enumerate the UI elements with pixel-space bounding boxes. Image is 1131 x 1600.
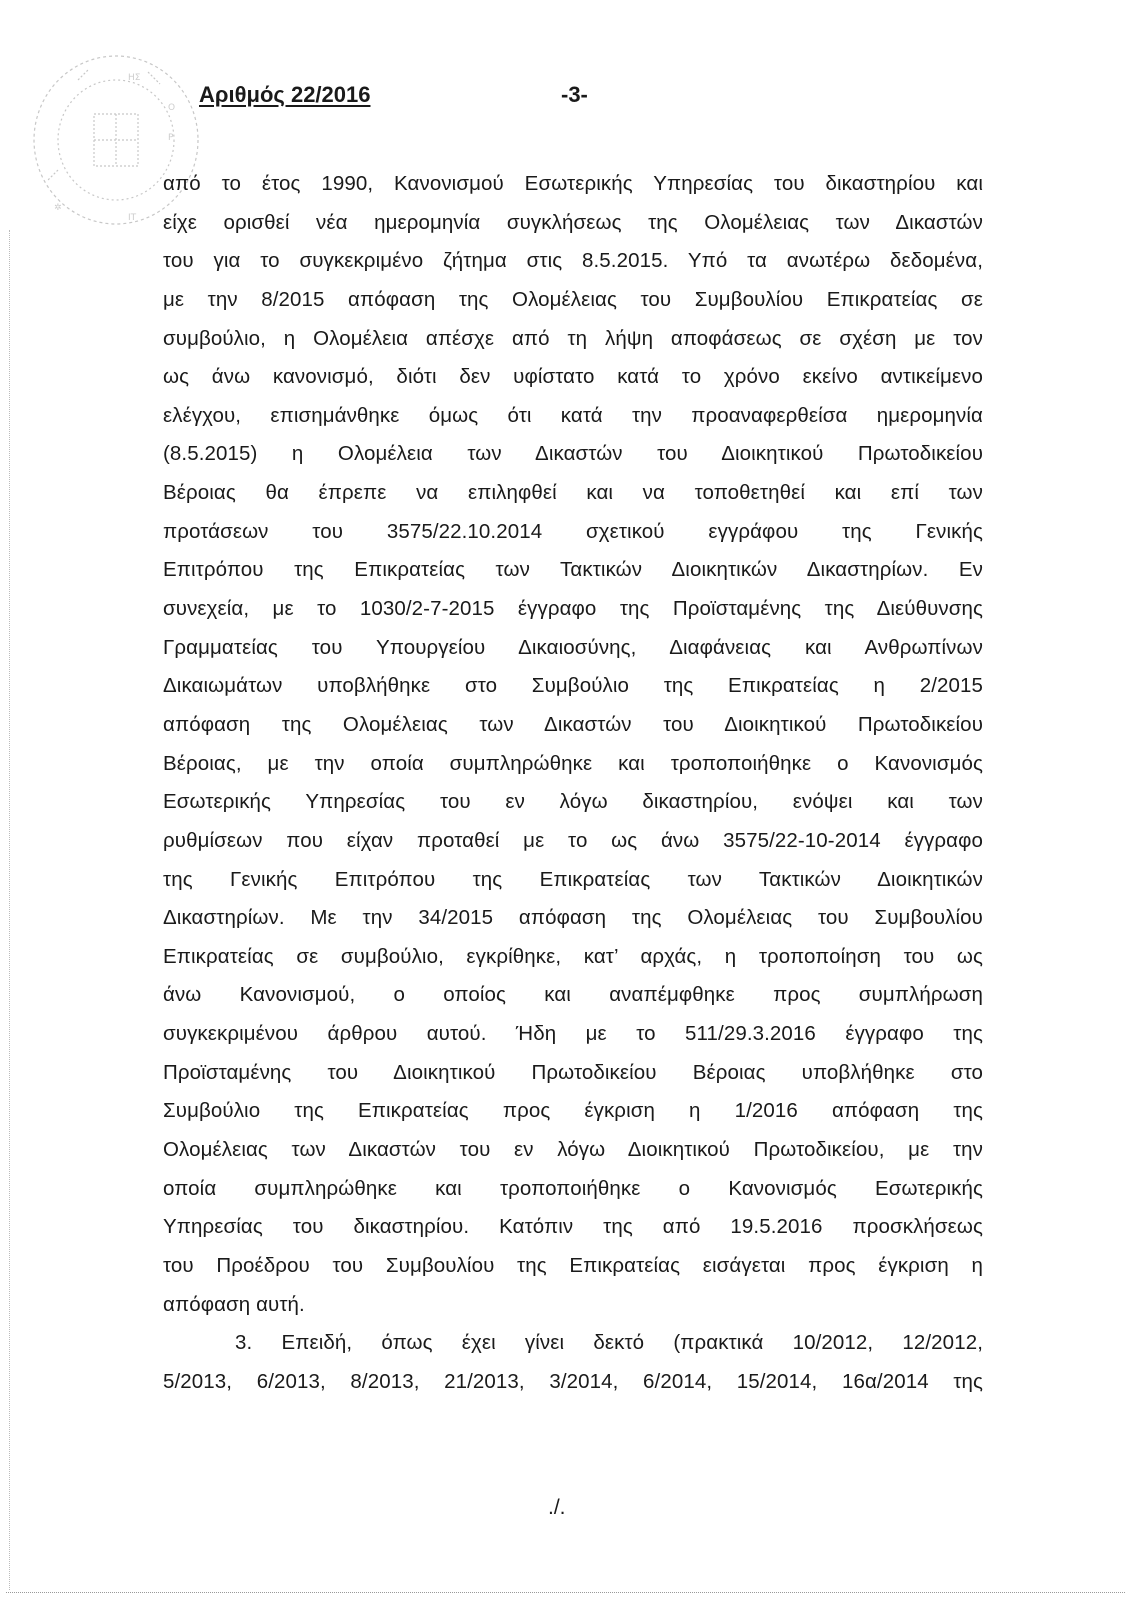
- text-line: απόφαση αυτή.: [163, 1292, 305, 1316]
- text-line: Επικρατείας σε συμβούλιο, εγκρίθηκε, κατ’ αρχάς, η τροποποίηση του ως: [163, 944, 983, 968]
- text-line: ως άνω κανονισμό, διότι δεν υφίστατο κατά το χρόνο εκείνο αντικείμενο: [163, 365, 983, 389]
- text-line: άνω Κανονισμού, ο οποίος και αναπέμφθηκε προς συμπλήρωση: [163, 983, 983, 1007]
- page-number: -3-: [561, 82, 588, 107]
- text-line: Υπηρεσίας του δικαστηρίου. Κατόπιν της από 19.5.2016 προσκλήσεως: [163, 1215, 983, 1239]
- svg-text:ΗΣ: ΗΣ: [128, 73, 141, 83]
- text-line: Γραμματείας του Υπουργείου Δικαιοσύνης, Διαφάνειας και Ανθρωπίνων: [163, 635, 983, 659]
- decision-number: Αριθμός 22/2016: [199, 82, 371, 107]
- text-line: συνεχεία, με το 1030/2-7-2015 έγγραφο της Προϊσταμένης της Διεύθυνσης: [163, 597, 983, 621]
- body-text: [163, 165, 983, 1402]
- page-header: [199, 82, 588, 108]
- text-line: οποία συμπληρώθηκε και τροποποιήθηκε ο Κανονισμός Εσωτερικής: [163, 1176, 983, 1200]
- paragraph-start-line: 3. Επειδή, όπως έχει γίνει δεκτό (πρακτικά 10/2012, 12/2012,: [235, 1331, 983, 1355]
- text-line: Εσωτερικής Υπηρεσίας του εν λόγω δικαστηρίου, ενόψει και των: [163, 790, 983, 814]
- text-line: Συμβούλιο της Επικρατείας προς έγκριση η 1/2016 απόφαση της: [163, 1099, 983, 1123]
- text-line: Δικαιωμάτων υποβλήθηκε στο Συμβούλιο της Επικρατείας η 2/2015: [163, 674, 983, 698]
- text-line: Δικαστηρίων. Με την 34/2015 απόφαση της Ολομέλειας του Συμβουλίου: [163, 906, 983, 930]
- text-line: (8.5.2015) η Ολομέλεια των Δικαστών του Διοικητικού Πρωτοδικείου: [163, 442, 983, 466]
- text-line: απόφαση της Ολομέλειας των Δικαστών του Διοικητικού Πρωτοδικείου: [163, 712, 983, 736]
- text-line: ελέγχου, επισημάνθηκε όμως ότι κατά την προαναφερθείσα ημερομηνία: [163, 403, 983, 427]
- svg-text:✲: ✲: [54, 203, 62, 213]
- text-line: Προϊσταμένης του Διοικητικού Πρωτοδικείου Βέροιας υποβλήθηκε στο: [163, 1060, 983, 1084]
- svg-text:ΙΤ: ΙΤ: [128, 213, 137, 223]
- scan-edge-line: [9, 230, 10, 1590]
- text-line: 5/2013, 6/2013, 8/2013, 21/2013, 3/2014, 6/2014, 15/2014, 16α/2014 της: [163, 1369, 983, 1393]
- text-line: από το έτος 1990, Κανονισμού Εσωτερικής Υπηρεσίας του δικαστηρίου και: [163, 172, 983, 195]
- continuation-mark: ./.: [548, 1496, 566, 1519]
- svg-text:Ρ: Ρ: [168, 133, 174, 143]
- text-line: ρυθμίσεων που είχαν προταθεί με το ως άνω 3575/22-10-2014 έγγραφο: [163, 828, 983, 852]
- text-line: του Προέδρου του Συμβουλίου της Επικρατείας εισάγεται προς έγκριση η: [163, 1253, 983, 1277]
- text-line: Βέροιας, με την οποία συμπληρώθηκε και τροποποιήθηκε ο Κανονισμός: [163, 751, 983, 775]
- text-line: είχε ορισθεί νέα ημερομηνία συγκλήσεως της Ολομέλειας των Δικαστών: [163, 210, 983, 234]
- text-line: προτάσεων του 3575/22.10.2014 σχετικού εγγράφου της Γενικής: [163, 519, 983, 543]
- text-line: της Γενικής Επιτρόπου της Επικρατείας των Τακτικών Διοικητικών: [163, 867, 983, 891]
- text-line: Επιτρόπου της Επικρατείας των Τακτικών Διοικητικών Δικαστηρίων. Εν: [163, 558, 983, 582]
- scan-edge-line: [6, 1592, 1125, 1593]
- text-line: συγκεκριμένου άρθρου αυτού. Ήδη με το 511/29.3.2016 έγγραφο της: [163, 1022, 983, 1046]
- text-line: Βέροιας θα έπρεπε να επιληφθεί και να τοποθετηθεί και επί των: [163, 481, 983, 505]
- text-line: συμβούλιο, η Ολομέλεια απέσχε από τη λήψη αποφάσεως σε σχέση με τον: [163, 326, 983, 350]
- text-line: του για το συγκεκριμένο ζήτημα στις 8.5.2015. Υπό τα ανωτέρω δεδομένα,: [163, 249, 983, 273]
- text-line: Ολομέλειας των Δικαστών του εν λόγω Διοικητικού Πρωτοδικείου, με την: [163, 1138, 983, 1162]
- text-line: με την 8/2015 απόφαση της Ολομέλειας του Συμβουλίου Επικρατείας σε: [163, 287, 983, 311]
- svg-text:Ο: Ο: [168, 103, 176, 113]
